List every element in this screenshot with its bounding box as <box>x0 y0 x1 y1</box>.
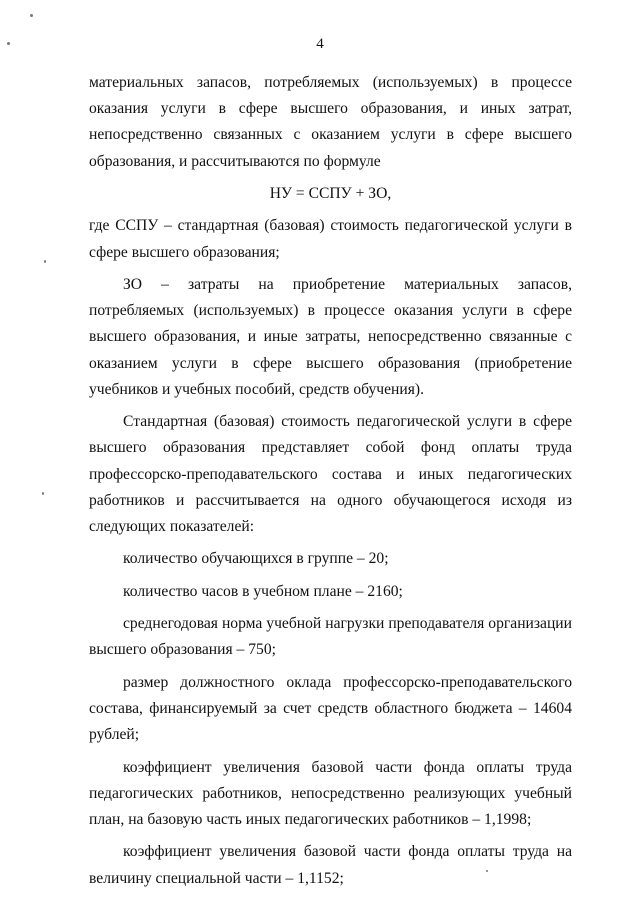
document-body <box>89 70 572 898</box>
scan-mark <box>42 492 44 495</box>
list-item: количество обучающихся в группе – 20; <box>123 550 389 568</box>
scan-mark <box>486 870 488 872</box>
paragraph: материальных запасов, потребляемых (используемых) в процессе оказания услуги в сфере высшего образования, и иных затрат, непосредственно связанных с оказанием услуги в сфере высшего образования, и рассчитываются по формуле <box>89 74 572 170</box>
list-item: коэффициент увеличения базовой части фонда оплаты труда на величину специальной части – 1,1152; <box>89 843 572 887</box>
scan-mark <box>7 42 10 45</box>
list-item: размер должностного оклада профессорско-преподавательского состава, финансируемый за счет средств областного бюджета – 14604 рублей; <box>89 673 572 744</box>
paragraph: где ССПУ – стандартная (базовая) стоимость педагогической услуги в сфере высшего образования; <box>89 217 572 261</box>
list-item: количество часов в учебном плане – 2160; <box>123 582 403 600</box>
page-number: 4 <box>316 36 324 52</box>
scan-mark <box>44 260 46 263</box>
list-item: коэффициент увеличения базовой части фонда оплаты труда педагогических работников, непосредственно реализующих учебный план, на базовую часть иных педагогических работников – 1,1998; <box>89 758 572 828</box>
paragraph: Стандартная (базовая) стоимость педагогической услуги в сфере высшего образования представляет собой фонд оплаты труда профессорско-преподавательского состава и иных педагогических работников и рассчитывается на одного обучающегося исходя из следующих показателей: <box>89 413 572 535</box>
scan-mark <box>30 14 33 17</box>
paragraph: ЗО – затраты на приобретение материальных запасов, потребляемых (используемых) в процессе оказания услуги в сфере высшего образования, и иные затраты, непосредственно связанные с оказанием услуги в сфере высшего образования (приобретение учебников и учебных пособий, средств обучения). <box>89 275 572 398</box>
formula: НУ = ССПУ + ЗО, <box>269 185 392 202</box>
list-item: среднегодовая норма учебной нагрузки преподавателя организации высшего образования – 750; <box>89 615 572 659</box>
